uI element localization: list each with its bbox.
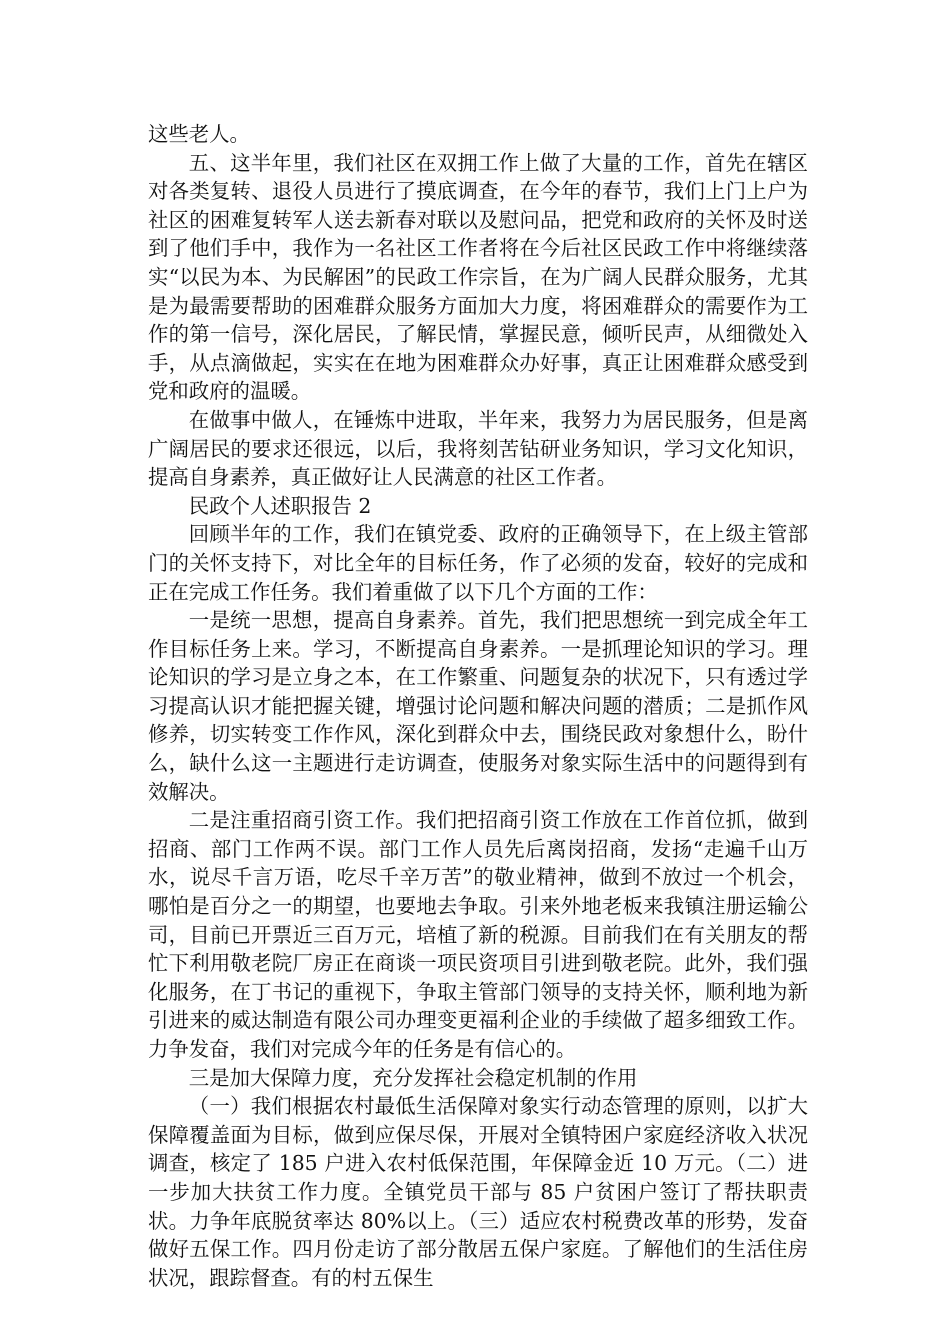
section-heading: 民政个人述职报告 2 [188, 493, 372, 518]
paragraph-1: 这些老人。 [148, 122, 250, 146]
paragraph-9: （一）我们根据农村最低生活保障对象实行动态管理的原则，以扩大保障覆盖面为目标，做到应保尽保，开展对全镇特困户家庭经济收入状况调查，核定了 185 户进入农村低保范围，年保障金近 10 万元。（二）进一步加大扶贫工作力度。全镇党员干部与 85 户贫困户签订了帮扶职责状。力争年底脱贫率达 80%以上。（三）适应农村税费改革的形势，发奋做好五保工作。四月份走访了部分散居五保户家庭。了解他们的生活住房状况，跟踪督查。有的村五保生 [148, 1094, 808, 1290]
paragraph-2: 五、这半年里，我们社区在双拥工作上做了大量的工作，首先在辖区对各类复转、退役人员进行了摸底调查，在今年的春节，我们上门上户为社区的困难复转军人送去新春对联以及慰问品，把党和政府的关怀及时送到了他们手中，我作为一名社区工作者将在今后社区民政工作中将继续落实“以民为本、为民解困”的民政工作宗旨，在为广阔人民群众服务，尤其是为最需要帮助的困难群众服务方面加大力度，将困难群众的需要作为工作的第一信号，深化居民，了解民情，掌握民意，倾听民声，从细微处入手，从点滴做起，实实在在地为困难群众办好事，真正让困难群众感受到党和政府的温暖。 [148, 150, 808, 404]
paragraph-6: 一是统一思想，提高自身素养。首先，我们把思想统一到完成全年工作目标任务上来。学习，不断提高自身素养。一是抓理论知识的学习。理论知识的学习是立身之本，在工作繁重、问题复杂的状况下，只有透过学习提高认识才能把握关键，增强讨论问题和解决问题的潜质；二是抓作风修养，切实转变工作作风，深化到群众中去，围绕民政对象想什么，盼什么，缺什么这一主题进行走访调查，使服务对象实际生活中的问题得到有效解决。 [148, 608, 808, 804]
paragraph-3: 在做事中做人，在锤炼中进取，半年来，我努力为居民服务，但是离广阔居民的要求还很远，以后，我将刻苦钻研业务知识，学习文化知识，提高自身素养，真正做好让人民满意的社区工作者。 [148, 407, 808, 490]
paragraph-8: 三是加大保障力度，充分发挥社会稳定机制的作用 [188, 1065, 638, 1090]
document-page [148, 120, 808, 1292]
paragraph-7: 二是注重招商引资工作。我们把招商引资工作放在工作首位抓，做到招商、部门工作两不误。部门工作人员先后离岗招商，发扬“走遍千山万水，说尽千言万语，吃尽千辛万苦”的敬业精神，做到不放过一个机会，哪怕是百分之一的期望，也要地去争取。引来外地老板来我镇注册运输公司，目前已开票近三百万元，培植了新的税源。目前我们在有关朋友的帮忙下利用敬老院厂房正在商谈一项民资项目引进到敬老院。此外，我们强化服务，在丁书记的重视下，争取主管部门领导的支持关怀，顺利地为新引进来的威达制造有限公司办理变更福利企业的手续做了超多细致工作。力争发奋，我们对完成今年的任务是有信心的。 [148, 808, 808, 1061]
paragraph-5: 回顾半年的工作，我们在镇党委、政府的正确领导下，在上级主管部门的关怀支持下，对比全年的目标任务，作了必须的发奋，较好的完成和正在完成工作任务。我们着重做了以下几个方面的工作： [148, 522, 808, 604]
